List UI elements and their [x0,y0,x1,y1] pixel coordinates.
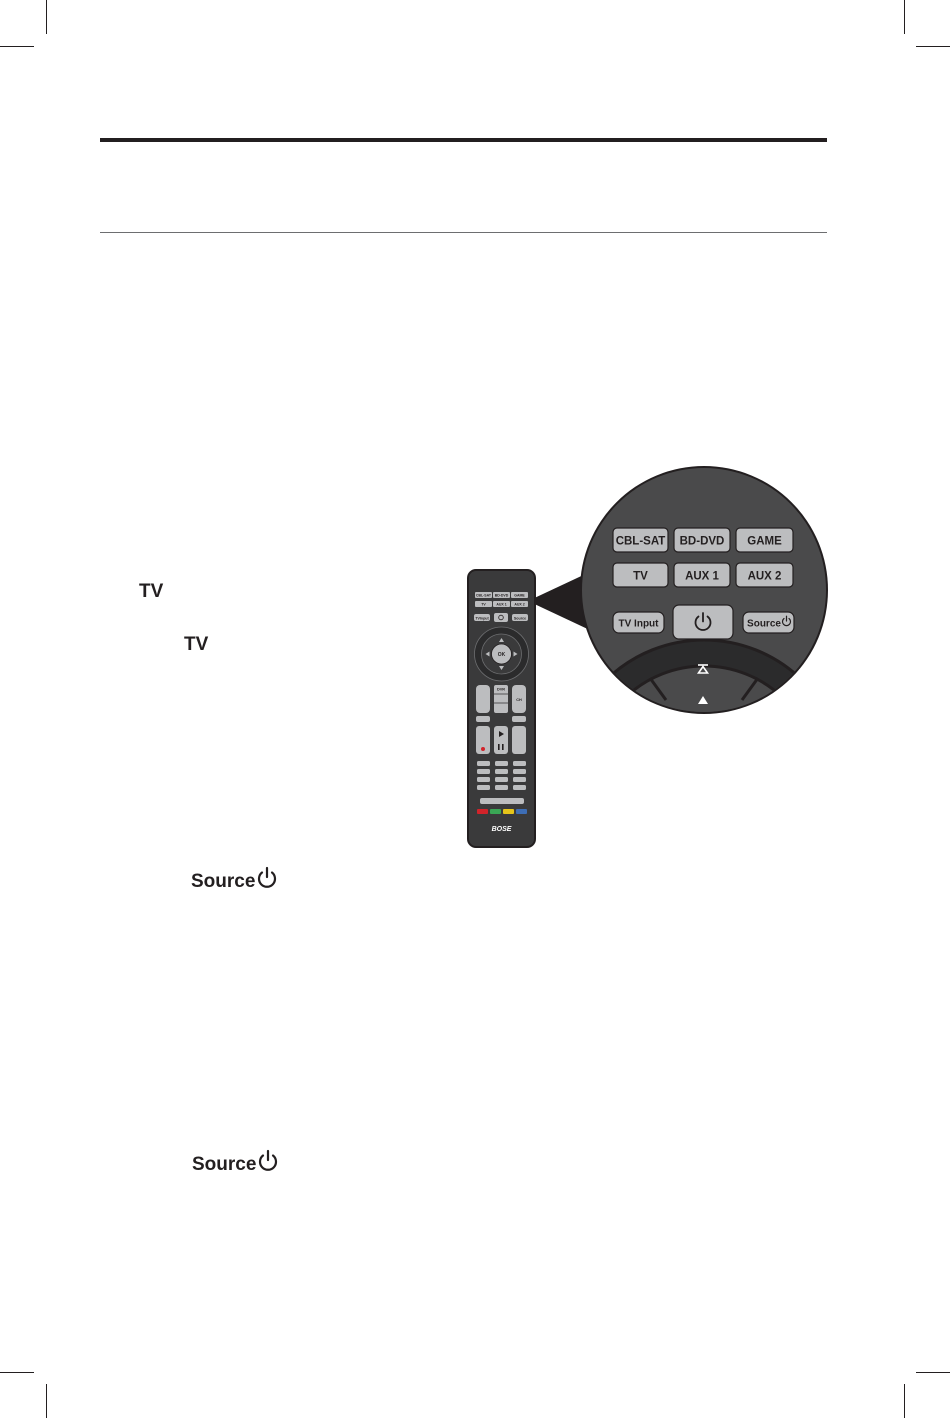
bd-dvd-label: BD-DVD [679,535,725,548]
small-aux2-label: AUX 2 [514,602,525,607]
remote-small [468,570,535,847]
small-tv-input-label: TVInput [475,616,489,621]
source-key-label: Source [192,1154,257,1175]
source-label: Source [747,618,781,630]
crop-mark-top-right-horizontal [916,46,950,47]
small-source-label: Source [513,616,527,621]
small-dpad [475,627,529,681]
tv-key-reference-2 [184,634,208,656]
small-ch-label: CH [516,698,522,702]
source-key-reference-2 [192,1149,279,1176]
remote-closeup [560,462,832,854]
header-rule [100,138,827,142]
small-game-label: GAME [514,593,525,598]
crop-mark-bottom-right-vertical [904,1384,905,1418]
power-icon [257,1149,279,1173]
tv-key-label: TV [139,581,164,602]
small-ok-label: OK [497,651,506,658]
game-label: GAME [747,535,782,548]
small-aux1-label: AUX 1 [496,602,507,607]
section-rule [100,232,827,233]
small-cbl-sat-label: CBL-SAT [475,593,492,598]
crop-mark-bottom-left-horizontal [0,1372,34,1373]
power-icon [256,866,278,890]
small-dvr-label: DVR [496,687,506,692]
aux2-label: AUX 2 [747,570,782,583]
aux1-label: AUX 1 [685,570,719,583]
cbl-sat-label: CBL-SAT [615,535,666,548]
tv-key-reference [139,581,163,603]
crop-mark-bottom-right-horizontal [916,1372,950,1373]
small-transport-block [476,726,526,754]
tv-key-label: TV [184,634,209,655]
bose-logo: BOSE [491,826,512,833]
crop-mark-top-right-vertical [904,0,905,34]
tv-label: TV [633,570,648,583]
source-key-reference [191,866,278,893]
small-bd-dvd-label: BD-DVD [494,593,509,598]
crop-mark-bottom-left-vertical [46,1384,47,1418]
remote-illustration [460,462,832,854]
closeup-source-row-2 [613,563,793,587]
small-volume-channel-block [476,685,526,713]
crop-mark-top-left-horizontal [0,46,34,47]
small-tv-label: TV [481,602,486,607]
tv-input-label: TV Input [618,618,659,630]
source-key-label: Source [191,871,256,892]
crop-mark-top-left-vertical [46,0,47,34]
closeup-source-row-1 [613,528,793,552]
